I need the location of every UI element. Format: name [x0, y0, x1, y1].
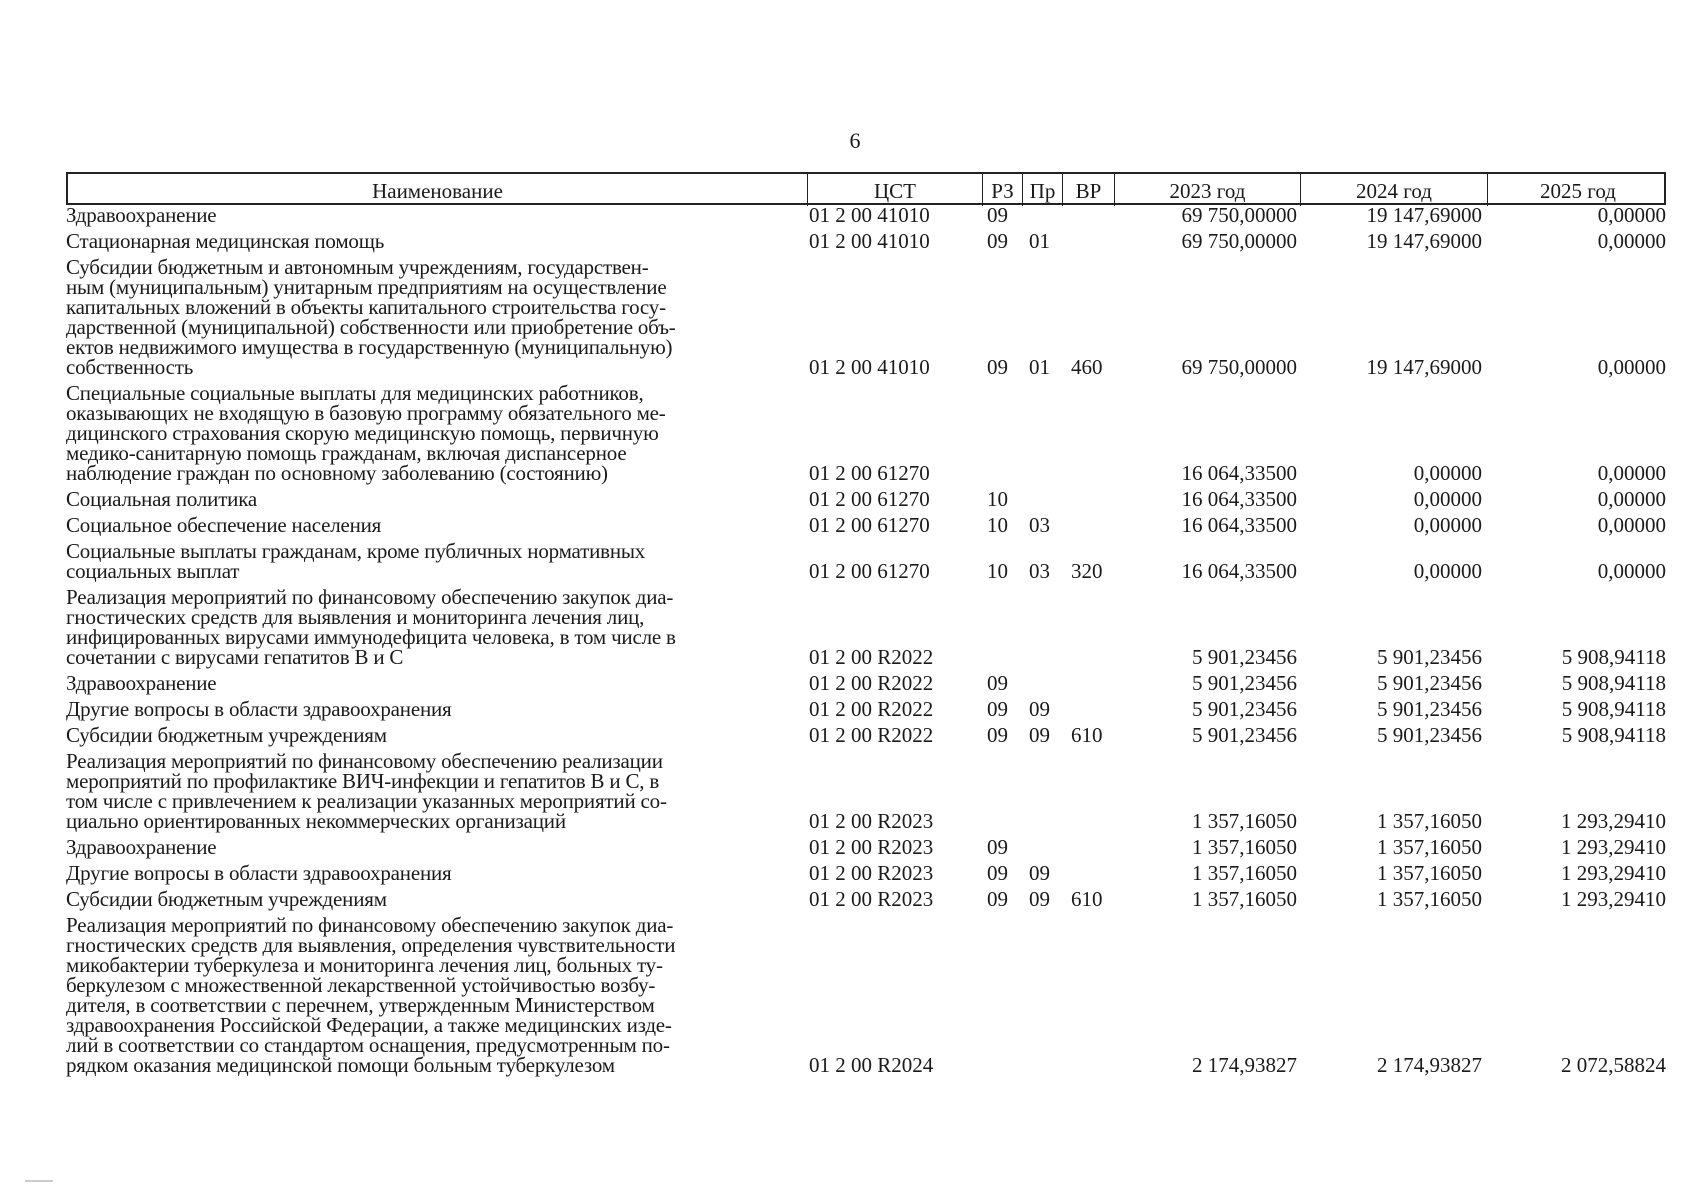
row-2024: 0,00000	[1413, 513, 1482, 537]
table-row	[66, 257, 1666, 377]
row-2024: 0,00000	[1413, 487, 1482, 511]
header-2023: 2023 год	[1115, 174, 1301, 206]
row-cst: 01 2 00 R2023	[809, 809, 934, 833]
row-cst: 01 2 00 R2022	[809, 645, 934, 669]
row-2023: 5 901,23456	[1192, 723, 1297, 747]
row-pr: 03	[1029, 513, 1050, 537]
row-rz: 09	[987, 355, 1008, 379]
table-row	[66, 863, 1666, 883]
row-2023: 16 064,33500	[1181, 487, 1297, 511]
row-rz: 09	[987, 835, 1008, 859]
row-rz: 09	[987, 697, 1008, 721]
table-row	[66, 889, 1666, 909]
row-vr: 610	[1071, 887, 1103, 911]
row-pr: 09	[1029, 887, 1050, 911]
row-2023: 69 750,00000	[1181, 203, 1297, 227]
row-2025: 0,00000	[1597, 355, 1666, 379]
row-2024: 5 901,23456	[1377, 645, 1482, 669]
row-cst: 01 2 00 41010	[809, 203, 930, 227]
row-pr: 01	[1029, 355, 1050, 379]
row-cst: 01 2 00 61270	[809, 513, 930, 537]
page-number: 6	[849, 128, 861, 153]
row-cst: 01 2 00 R2022	[809, 697, 934, 721]
row-rz: 09	[987, 887, 1008, 911]
header-vr: ВР	[1063, 174, 1115, 206]
row-rz: 09	[987, 229, 1008, 253]
row-2023: 2 174,93827	[1192, 1053, 1297, 1077]
row-name: Субсидии бюджетным учреждениям	[66, 887, 387, 911]
row-rz: 09	[987, 671, 1008, 695]
row-2025: 5 908,94118	[1561, 697, 1666, 721]
table-row	[66, 725, 1666, 745]
header-cst: ЦСТ	[808, 174, 983, 206]
row-2023: 1 357,16050	[1192, 861, 1297, 885]
row-vr: 320	[1071, 559, 1103, 583]
row-name: Здравоохранение	[66, 835, 217, 859]
table-row	[66, 915, 1666, 1075]
header-rz: РЗ	[983, 174, 1023, 206]
row-name: Другие вопросы в области здравоохранения	[66, 861, 452, 885]
header-2024: 2024 год	[1301, 174, 1488, 206]
row-name: Специальные социальные выплаты для медицинских работников, оказывающих не входящую в базовую программу обязательного ме- дицинского страхования скорую медицинскую помощь, первичную медико-санитарную помощь гражданам, включая диспансерное наблюдение граждан по основному заболеванию (состоянию)	[66, 381, 666, 485]
table-row	[66, 587, 1666, 667]
row-2023: 1 357,16050	[1192, 809, 1297, 833]
row-pr: 09	[1029, 697, 1050, 721]
row-2024: 2 174,93827	[1377, 1053, 1482, 1077]
row-2024: 1 357,16050	[1377, 887, 1482, 911]
row-rz: 10	[987, 559, 1008, 583]
row-2025: 1 293,29410	[1561, 887, 1666, 911]
row-2025: 5 908,94118	[1561, 645, 1666, 669]
row-vr: 460	[1071, 355, 1103, 379]
row-name: Реализация мероприятий по финансовому обеспечению закупок диа- гностических средств для выявления, определения чувствительности микобактерии туберкулеза и мониторинга лечения лиц, больных ту- беркулезом с множественной лекарственной устойчивостью возбу- дителя, в соответствии с перечнем, утвержденным Министерством здравоохранения Российской Федерации, а также медицинских изде- лий в соответствии со стандартом оснащения, предусмотренным по- рядком оказания медицинской помощи больным туберкулезом	[66, 913, 676, 1077]
row-2024: 1 357,16050	[1377, 809, 1482, 833]
table-row	[66, 515, 1666, 535]
row-2023: 69 750,00000	[1181, 355, 1297, 379]
row-pr: 03	[1029, 559, 1050, 583]
row-cst: 01 2 00 41010	[809, 355, 930, 379]
header-pr: Пр	[1023, 174, 1063, 206]
row-2024: 0,00000	[1413, 461, 1482, 485]
row-name: Здравоохранение	[66, 203, 217, 227]
row-pr: 09	[1029, 723, 1050, 747]
table-row	[66, 751, 1666, 831]
budget-table	[66, 172, 1666, 1081]
row-2025: 0,00000	[1597, 229, 1666, 253]
table-row	[66, 699, 1666, 719]
row-2025: 5 908,94118	[1561, 671, 1666, 695]
row-cst: 01 2 00 61270	[809, 559, 930, 583]
row-name: Субсидии бюджетным учреждениям	[66, 723, 387, 747]
row-2023: 16 064,33500	[1181, 513, 1297, 537]
table-row	[66, 489, 1666, 509]
row-2025: 0,00000	[1597, 559, 1666, 583]
row-pr: 01	[1029, 229, 1050, 253]
row-name: Стационарная медицинская помощь	[66, 229, 385, 253]
row-rz: 09	[987, 203, 1008, 227]
row-cst: 01 2 00 41010	[809, 229, 930, 253]
row-name: Социальное обеспечение населения	[66, 513, 382, 537]
table-row	[66, 837, 1666, 857]
row-2025: 0,00000	[1597, 203, 1666, 227]
row-cst: 01 2 00 R2024	[809, 1053, 934, 1077]
row-2024: 5 901,23456	[1377, 671, 1482, 695]
row-2025: 0,00000	[1597, 461, 1666, 485]
row-2023: 69 750,00000	[1181, 229, 1297, 253]
row-cst: 01 2 00 61270	[809, 461, 930, 485]
row-2024: 5 901,23456	[1377, 697, 1482, 721]
row-name: Другие вопросы в области здравоохранения	[66, 697, 452, 721]
row-2023: 5 901,23456	[1192, 645, 1297, 669]
row-2024: 5 901,23456	[1377, 723, 1482, 747]
row-name: Субсидии бюджетным и автономным учреждениям, государствен- ным (муниципальным) унитарным предприятиям на осуществление капитальных вложений в объекты капитального строительства госу- дарственной (муниципальной) собственности или приобретение объ- ектов недвижимого имущества в государственную (муниципальную) собственность	[66, 255, 676, 379]
row-2025: 1 293,29410	[1561, 809, 1666, 833]
row-pr: 09	[1029, 861, 1050, 885]
table-header	[66, 172, 1666, 205]
table-body	[66, 205, 1666, 1081]
header-name: Наименование	[68, 174, 808, 206]
row-cst: 01 2 00 R2023	[809, 835, 934, 859]
row-2025: 5 908,94118	[1561, 723, 1666, 747]
row-cst: 01 2 00 61270	[809, 487, 930, 511]
row-2024: 0,00000	[1413, 559, 1482, 583]
row-2023: 5 901,23456	[1192, 671, 1297, 695]
row-2023: 5 901,23456	[1192, 697, 1297, 721]
row-name: Социальные выплаты гражданам, кроме публичных нормативных социальных выплат	[66, 539, 646, 583]
row-2025: 0,00000	[1597, 513, 1666, 537]
row-2024: 1 357,16050	[1377, 861, 1482, 885]
table-row	[66, 205, 1666, 225]
row-cst: 01 2 00 R2022	[809, 671, 934, 695]
row-rz: 09	[987, 723, 1008, 747]
table-row	[66, 383, 1666, 483]
row-vr: 610	[1071, 723, 1103, 747]
row-name: Здравоохранение	[66, 671, 217, 695]
row-cst: 01 2 00 R2022	[809, 723, 934, 747]
row-name: Реализация мероприятий по финансовому обеспечению закупок диа- гностических средств для выявления и мониторинга лечения лиц, инфицированных вирусами иммунодефицита человека, в том числе в сочетании с вирусами гепатитов В и С	[66, 585, 676, 669]
row-2024: 19 147,69000	[1366, 355, 1482, 379]
row-cst: 01 2 00 R2023	[809, 861, 934, 885]
row-2024: 1 357,16050	[1377, 835, 1482, 859]
row-2025: 1 293,29410	[1561, 861, 1666, 885]
row-2023: 1 357,16050	[1192, 887, 1297, 911]
row-rz: 10	[987, 513, 1008, 537]
row-2024: 19 147,69000	[1366, 203, 1482, 227]
row-2025: 0,00000	[1597, 487, 1666, 511]
row-2025: 1 293,29410	[1561, 835, 1666, 859]
header-2025: 2025 год	[1540, 179, 1616, 203]
row-name: Социальная политика	[66, 487, 258, 511]
table-row	[66, 673, 1666, 693]
row-name: Реализация мероприятий по финансовому обеспечению реализации мероприятий по профилактике ВИЧ-инфекции и гепатитов В и С, в том числе с привлечением к реализации указанных мероприятий со- циально ориентированных некоммерческих организаций	[66, 749, 667, 833]
scan-artifact	[25, 1180, 53, 1182]
row-2023: 1 357,16050	[1192, 835, 1297, 859]
table-row	[66, 231, 1666, 251]
row-cst: 01 2 00 R2023	[809, 887, 934, 911]
row-rz: 10	[987, 487, 1008, 511]
row-2024: 19 147,69000	[1366, 229, 1482, 253]
row-rz: 09	[987, 861, 1008, 885]
table-row	[66, 541, 1666, 581]
row-2023: 16 064,33500	[1181, 559, 1297, 583]
row-2023: 16 064,33500	[1181, 461, 1297, 485]
row-2025: 2 072,58824	[1561, 1053, 1666, 1077]
